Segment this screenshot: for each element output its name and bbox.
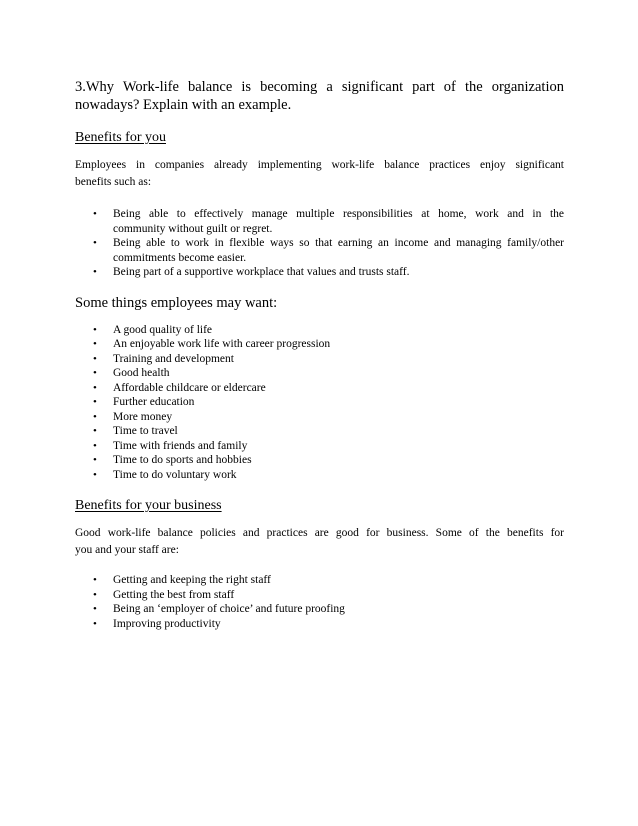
bullet-icon: • (93, 439, 97, 452)
bullet-icon: • (93, 454, 97, 466)
list-item (75, 588, 564, 603)
list-item-text: Getting and keeping the right staff (113, 574, 271, 586)
question-line-2: nowadays? Explain with an example. (75, 97, 292, 113)
question-line-1: 3.Why Work-life balance is becoming a significant part of the organization (75, 79, 564, 95)
benefits-for-business-intro-line-1: Good work-life balance policies and practices are good for business. Some of the benefits for (75, 527, 564, 539)
bullet-icon: • (93, 468, 97, 481)
list-item-text: More money (113, 410, 173, 423)
benefits-for-you-intro (75, 157, 564, 191)
benefits-for-you-intro-line-1: Employees in companies already implementing work-life balance practices enjoy significant (75, 159, 564, 171)
list-item (75, 352, 564, 367)
benefits-for-business-intro (75, 525, 564, 559)
list-item (75, 453, 564, 468)
list-item (75, 337, 564, 352)
bullet-icon: • (93, 266, 97, 278)
bullet-icon: • (93, 338, 97, 350)
bullet-icon: • (93, 381, 97, 394)
list-item-text: Good health (113, 367, 170, 379)
benefits-for-business-intro-line-2: you and your staff are: (75, 544, 179, 556)
list-item (75, 265, 564, 280)
bullet-icon: • (93, 323, 97, 336)
list-item (75, 602, 564, 617)
list-item (75, 573, 564, 588)
list-item (75, 381, 564, 396)
list-item-text: Time with friends and family (113, 439, 248, 452)
list-item-line-2: commitments become easier. (113, 251, 247, 264)
benefits-for-business-heading: Benefits for your business (75, 498, 222, 513)
list-item (75, 207, 564, 236)
list-item-line-1: Being able to work in flexible ways so that earning an income and managing family/other (113, 237, 564, 249)
bullet-icon: • (93, 617, 97, 630)
bullet-icon: • (93, 603, 97, 615)
bullet-icon: • (93, 237, 97, 249)
list-item (75, 439, 564, 454)
bullet-icon: • (93, 574, 97, 586)
benefits-for-you-list (75, 207, 564, 280)
list-item-text: Getting the best from staff (113, 588, 235, 601)
list-item (75, 468, 564, 483)
list-item (75, 617, 564, 632)
benefits-for-you-intro-line-2: benefits such as: (75, 176, 152, 188)
bullet-icon: • (93, 208, 97, 220)
list-item (75, 323, 564, 338)
list-item-line-1: Being able to effectively manage multiple responsibilities at home, work and in the (113, 208, 564, 220)
list-item (75, 395, 564, 410)
bullet-icon: • (93, 588, 97, 601)
list-item (75, 366, 564, 381)
list-item-text: Affordable childcare or eldercare (113, 381, 266, 394)
list-item-text: Further education (113, 396, 195, 408)
list-item-text: Time to do voluntary work (113, 468, 237, 481)
list-item-text: Training and development (113, 352, 234, 365)
list-item (75, 410, 564, 425)
question-heading (75, 78, 564, 114)
bullet-icon: • (93, 425, 97, 437)
list-item-text: A good quality of life (113, 323, 213, 336)
list-item (75, 424, 564, 439)
list-item-text: An enjoyable work life with career progression (113, 338, 331, 350)
bullet-icon: • (93, 396, 97, 408)
list-item (75, 236, 564, 265)
list-item-text: Time to do sports and hobbies (113, 454, 252, 466)
list-item-text: Improving productivity (113, 617, 221, 630)
benefits-for-business-list (75, 573, 564, 631)
bullet-icon: • (93, 352, 97, 365)
document-page (75, 78, 564, 631)
list-item-text: Time to travel (113, 425, 178, 437)
benefits-for-you-heading: Benefits for you (75, 130, 166, 145)
employees-want-list (75, 323, 564, 483)
employees-want-heading: Some things employees may want: (75, 294, 278, 311)
list-item-line-1: Being part of a supportive workplace that values and trusts staff. (113, 266, 410, 278)
bullet-icon: • (93, 410, 97, 423)
bullet-icon: • (93, 367, 97, 379)
list-item-line-2: community without guilt or regret. (113, 222, 273, 235)
list-item-text: Being an ‘employer of choice’ and future proofing (113, 603, 345, 615)
